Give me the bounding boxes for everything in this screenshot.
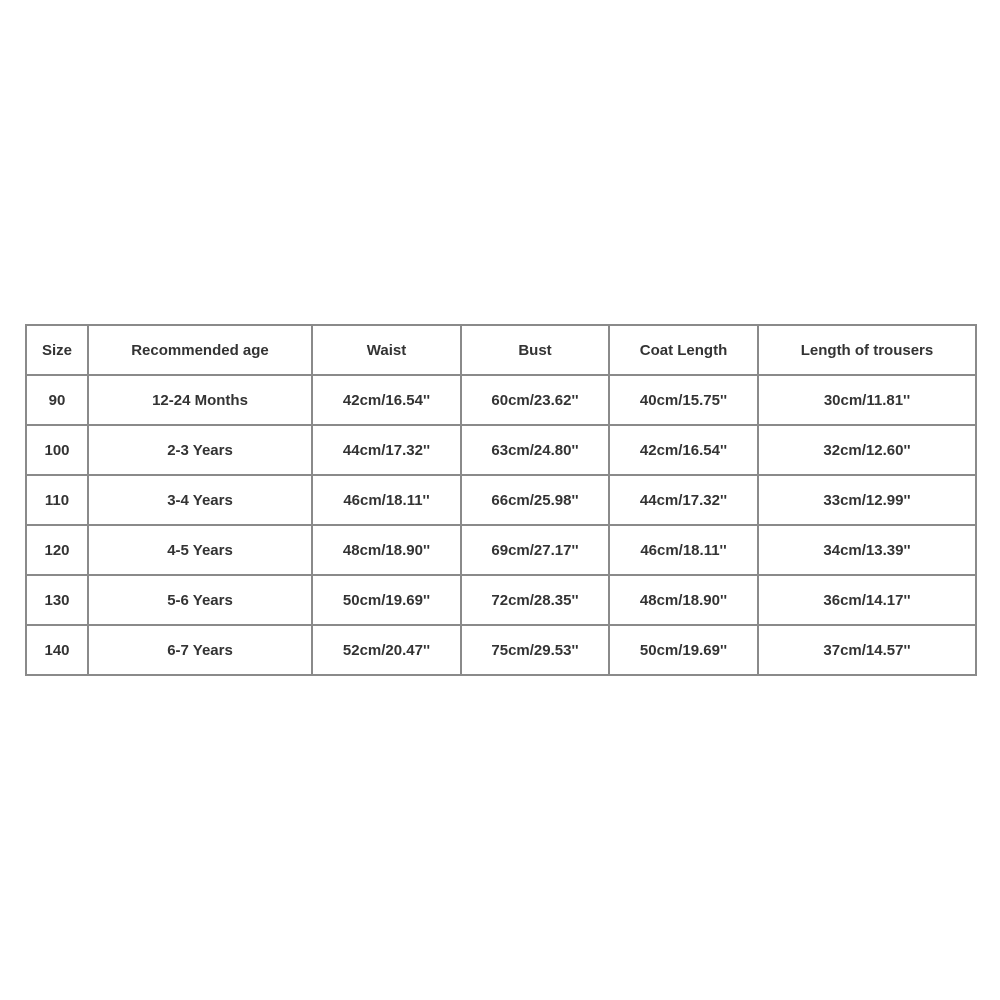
cell-bust: 72cm/28.35'': [461, 575, 609, 625]
table-row: [26, 375, 976, 425]
cell-size: 100: [26, 425, 88, 475]
cell-waist: 44cm/17.32'': [312, 425, 461, 475]
table-row: [26, 525, 976, 575]
cell-recommended-age: 4-5 Years: [88, 525, 312, 575]
header-size: Size: [26, 325, 88, 375]
cell-size: 90: [26, 375, 88, 425]
cell-bust: 66cm/25.98'': [461, 475, 609, 525]
cell-size: 130: [26, 575, 88, 625]
cell-length-of-trousers: 37cm/14.57'': [758, 625, 976, 675]
cell-size: 120: [26, 525, 88, 575]
cell-length-of-trousers: 32cm/12.60'': [758, 425, 976, 475]
cell-coat-length: 48cm/18.90'': [609, 575, 758, 625]
header-waist: Waist: [312, 325, 461, 375]
cell-coat-length: 46cm/18.11'': [609, 525, 758, 575]
header-bust: Bust: [461, 325, 609, 375]
cell-recommended-age: 5-6 Years: [88, 575, 312, 625]
table-row: [26, 575, 976, 625]
cell-waist: 42cm/16.54'': [312, 375, 461, 425]
table-header-row: [26, 325, 976, 375]
cell-recommended-age: 12-24 Months: [88, 375, 312, 425]
cell-waist: 50cm/19.69'': [312, 575, 461, 625]
cell-coat-length: 44cm/17.32'': [609, 475, 758, 525]
cell-waist: 48cm/18.90'': [312, 525, 461, 575]
header-length-of-trousers: Length of trousers: [758, 325, 976, 375]
cell-bust: 75cm/29.53'': [461, 625, 609, 675]
table-row: [26, 425, 976, 475]
cell-bust: 69cm/27.17'': [461, 525, 609, 575]
cell-recommended-age: 6-7 Years: [88, 625, 312, 675]
cell-length-of-trousers: 33cm/12.99'': [758, 475, 976, 525]
cell-length-of-trousers: 34cm/13.39'': [758, 525, 976, 575]
table-row: [26, 625, 976, 675]
cell-coat-length: 42cm/16.54'': [609, 425, 758, 475]
cell-bust: 63cm/24.80'': [461, 425, 609, 475]
cell-length-of-trousers: 36cm/14.17'': [758, 575, 976, 625]
cell-waist: 46cm/18.11'': [312, 475, 461, 525]
cell-bust: 60cm/23.62'': [461, 375, 609, 425]
table-row: [26, 475, 976, 525]
cell-size: 140: [26, 625, 88, 675]
header-coat-length: Coat Length: [609, 325, 758, 375]
cell-coat-length: 40cm/15.75'': [609, 375, 758, 425]
cell-recommended-age: 3-4 Years: [88, 475, 312, 525]
header-recommended-age: Recommended age: [88, 325, 312, 375]
cell-recommended-age: 2-3 Years: [88, 425, 312, 475]
cell-coat-length: 50cm/19.69'': [609, 625, 758, 675]
cell-waist: 52cm/20.47'': [312, 625, 461, 675]
cell-length-of-trousers: 30cm/11.81'': [758, 375, 976, 425]
cell-size: 110: [26, 475, 88, 525]
size-chart-table: [25, 324, 977, 676]
